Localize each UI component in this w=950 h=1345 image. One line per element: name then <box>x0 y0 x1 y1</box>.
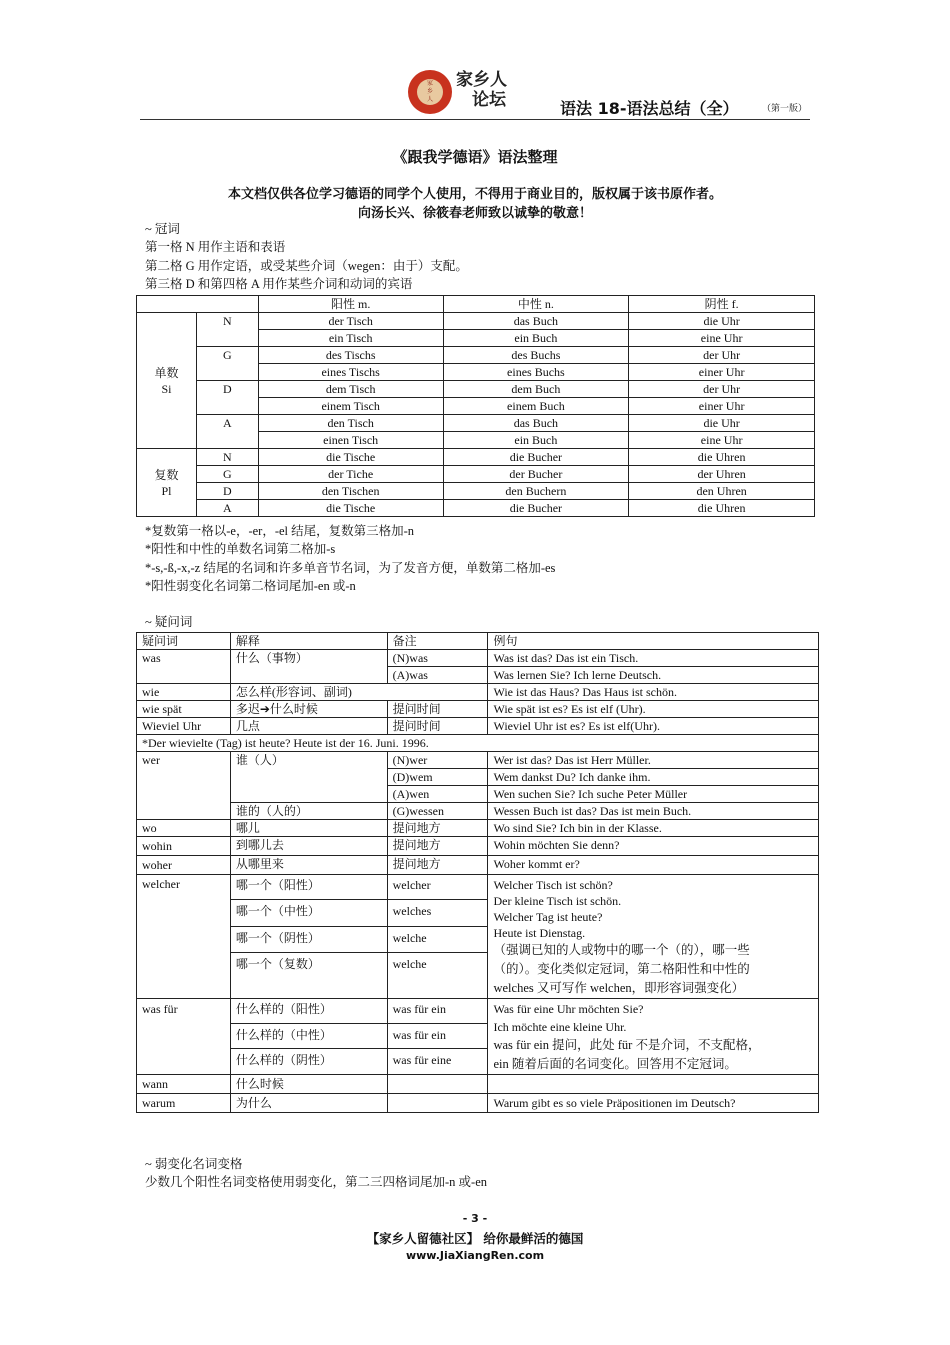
table-row: G des Tischs des Buchs der Uhr <box>137 347 815 364</box>
table-row: wohin 到哪儿去 提问地方 Wohin möchten Sie denn? <box>137 837 819 856</box>
header-title: 语法 18-语法总结（全） <box>560 99 739 118</box>
footer-slogan: 【家乡人留德社区】 给你最鲜活的德国 <box>366 1231 584 1246</box>
case-label: D <box>196 381 258 415</box>
forum-logo-text: 家乡人 论坛 <box>456 70 507 110</box>
page-number: - 3 - <box>462 1212 488 1225</box>
table-row: 哪一个（复数） welche <box>137 953 819 999</box>
forum-logo-icon: 家 乡 人 <box>408 70 452 114</box>
case-label: A <box>196 415 258 449</box>
table-row: wo 哪儿 提问地方 Wo sind Sie? Ich bin in der Klasse. <box>137 820 819 837</box>
document-title: 《跟我学德语》语法整理 <box>392 148 558 166</box>
table-row: *Der wievielte (Tag) ist heute? Heute ist der 16. Juni. 1996. <box>137 735 819 752</box>
table-row: wann 什么时候 <box>137 1075 819 1094</box>
case-label: N <box>196 449 258 466</box>
table-row: A den Tisch das Buch die Uhr <box>137 415 815 432</box>
intro-line: 第三格 D 和第四格 A 用作某些介词和动词的宾语 <box>145 277 413 291</box>
table-row: warum 为什么 Warum gibt es so viele Präpositionen im Deutsch? <box>137 1094 819 1113</box>
question-words-table <box>136 632 819 1113</box>
section-heading-weak-nouns: ~ 弱变化名词变格 <box>145 1157 243 1171</box>
table-row: (D)wem Wem dankst Du? Ich danke ihm. <box>137 769 819 786</box>
column-header: 中性 n. <box>443 296 629 313</box>
table-row: 单数 Si N der Tisch das Buch die Uhr <box>137 313 815 330</box>
column-header: 阴性 f. <box>629 296 815 313</box>
footer-url[interactable]: www.JiaXiangRen.com <box>405 1249 545 1262</box>
table-row: ein Tisch ein Buch eine Uhr <box>137 330 815 347</box>
case-label: G <box>196 347 258 381</box>
notice-line-1: 本文档仅供各位学习德语的同学个人使用，不得用于商业目的，版权属于该书原作者。 <box>227 187 722 202</box>
table-row: D dem Tisch dem Buch der Uhr <box>137 381 815 398</box>
column-header: 备注 <box>387 633 488 650</box>
section-heading-articles: ~ 冠词 <box>145 222 180 236</box>
case-label: A <box>196 500 258 517</box>
note-line: *-s,-ß,-x,-z 结尾的名词和许多单音节名词，为了发音方便，单数第二格加-es <box>145 561 556 575</box>
intro-line: 第二格 G 用作定语，或受某些介词（wegen：由于）支配。 <box>145 259 468 273</box>
table-header-row <box>137 633 819 650</box>
article-declension-table <box>136 295 815 517</box>
case-label: N <box>196 313 258 347</box>
column-header: 疑问词 <box>137 633 231 650</box>
table-row: (A)wen Wen suchen Sie? Ich suche Peter Müller <box>137 786 819 803</box>
table-row: einen Tisch ein Buch eine Uhr <box>137 432 815 449</box>
table-row: eines Tischs eines Buchs einer Uhr <box>137 364 815 381</box>
case-label: D <box>196 483 258 500</box>
header-rule <box>140 119 810 120</box>
column-header: 解释 <box>230 633 387 650</box>
column-header: 例句 <box>488 633 819 650</box>
table-row: Wieviel Uhr 几点 提问时间 Wieviel Uhr ist es? Es ist elf(Uhr). <box>137 718 819 735</box>
table-row: wie spät 多迟➔什么时候 提问时间 Wie spät ist es? Es ist elf (Uhr). <box>137 701 819 718</box>
notice-line-2: 向汤长兴、徐筱春老师致以诚挚的敬意！ <box>357 206 592 221</box>
table-row: 复数 Pl N die Tische die Bucher die Uhren <box>137 449 815 466</box>
weak-nouns-text: 少数几个阳性名词变格使用弱变化，第二三四格词尾加-n 或-en <box>145 1175 487 1189</box>
table-header-row <box>137 296 815 313</box>
header-edition: （第一版） <box>762 103 808 113</box>
column-header: 阳性 m. <box>258 296 443 313</box>
note-line: *复数第一格以-e，-er，-el 结尾，复数第三格加-n <box>145 524 415 538</box>
table-row: G der Tiche der Bucher der Uhren <box>137 466 815 483</box>
table-row: A die Tische die Bucher die Uhren <box>137 500 815 517</box>
singular-label: 单数 Si <box>137 313 197 449</box>
note-line: *阳性和中性的单数名词第二格加-s <box>145 542 336 556</box>
table-row: 谁的（人的） (G)wessen Wessen Buch ist das? Das ist mein Buch. <box>137 803 819 820</box>
plural-label: 复数 Pl <box>137 449 197 517</box>
table-row: 哪一个（中性） welches <box>137 900 819 926</box>
note-line: *阳性弱变化名词第二格词尾加-en 或-n <box>145 579 356 593</box>
table-row: 哪一个（阴性） welche <box>137 926 819 952</box>
table-row: 什么样的（中性） was für ein <box>137 1023 819 1049</box>
table-row: woher 从哪里来 提问地方 Woher kommt er? <box>137 856 819 875</box>
table-row: 什么样的（阴性） was für eine <box>137 1049 819 1075</box>
table-row: was für 什么样的（阳性） was für ein Was für eine Uhr möchten Sie? Ich möchte eine kleine Uhr. was für ein 提问，此处 für 不是介词，不支配格， ein 随着后面的名词变化。回答用不定冠词。 <box>137 999 819 1024</box>
table-row: (A)was Was lernen Sie? Ich lerne Deutsch. <box>137 667 819 684</box>
table-row: einem Tisch einem Buch einer Uhr <box>137 398 815 415</box>
section-heading-questions: ~ 疑问词 <box>145 615 193 629</box>
table-row: wie 怎么样(形容词、副词) Wie ist das Haus? Das Haus ist schön. <box>137 684 819 701</box>
table-row: welcher 哪一个（阳性） welcher Welcher Tisch ist schön? Der kleine Tisch ist schön. Welcher Tag ist heute? Heute ist Dienstag. （强调已知的人或物中的哪一个（的），哪一些 （的）。变化类似定冠词，第二格阳性和中性的 welches 又可写作 welchen，即形容词强变化） <box>137 875 819 900</box>
table-row: wer 谁（人） (N)wer Wer ist das? Das ist Herr Müller. <box>137 752 819 769</box>
table-row: was 什么（事物） (N)was Was ist das? Das ist ein Tisch. <box>137 650 819 667</box>
table-row: D den Tischen den Buchern den Uhren <box>137 483 815 500</box>
case-label: G <box>196 466 258 483</box>
intro-line: 第一格 N 用作主语和表语 <box>145 240 286 254</box>
